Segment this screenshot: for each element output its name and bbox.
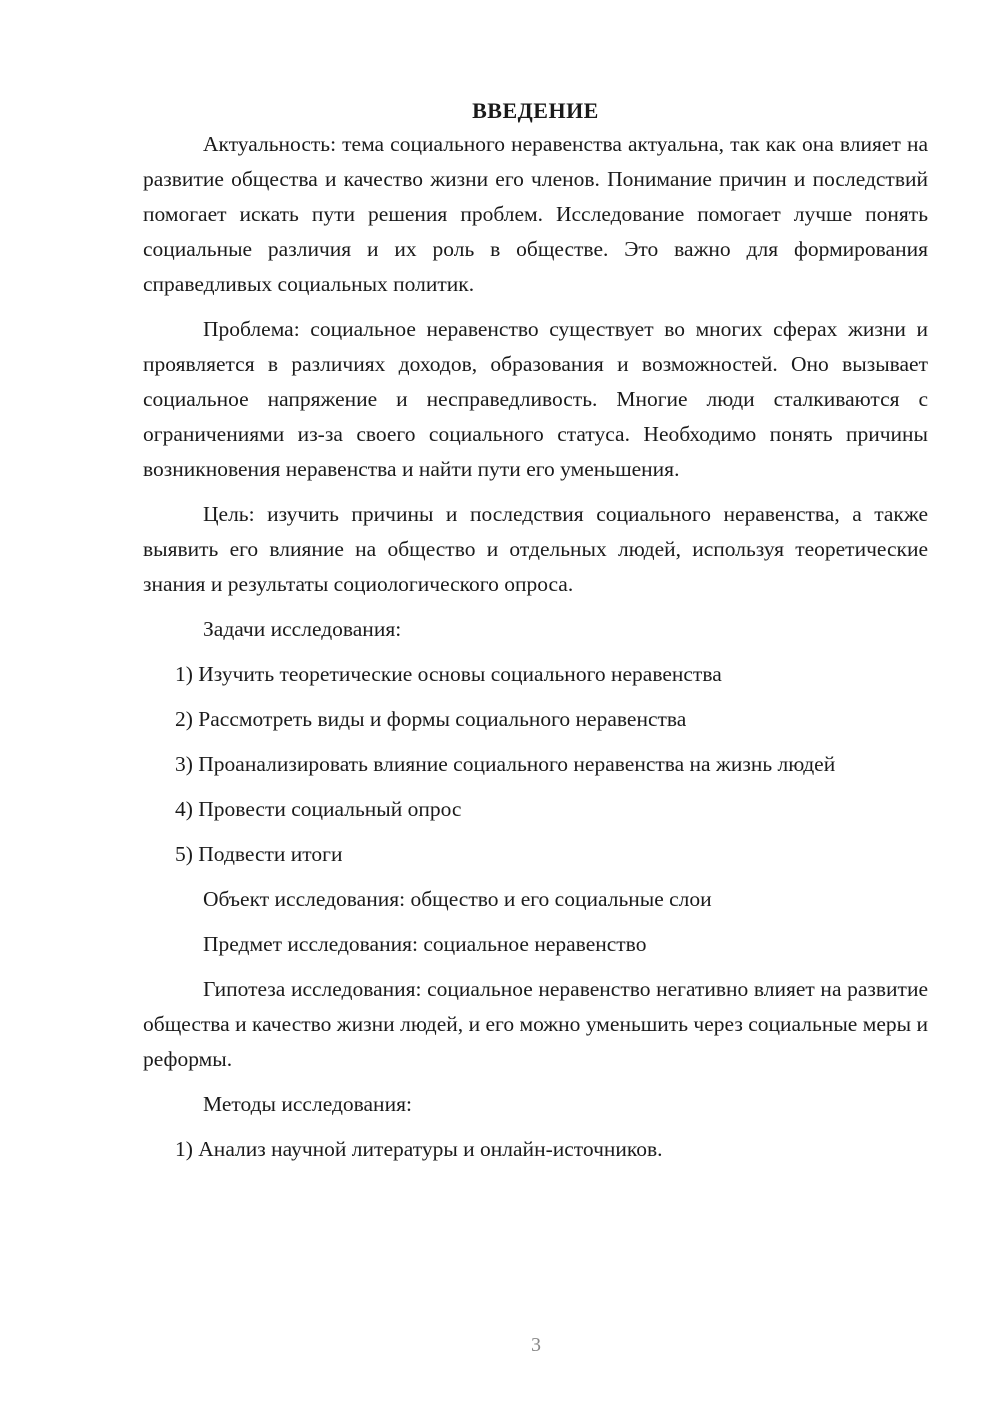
paragraph-problem: Проблема: социальное неравенство существует во многих сферах жизни и проявляется в различиях доходов, образования и возможностей. Оно вызывает социальное напряжение и несправедливость. Многие люди сталкиваются с ограничениями из-за своего социального статуса. Необходимо понять причины возникновения неравенства и найти пути его уменьшения. — [143, 317, 928, 481]
document-page — [143, 95, 928, 1177]
page-title: ВВЕДЕНИЕ — [472, 98, 599, 123]
method-item-1: 1) Анализ научной литературы и онлайн-источников. — [175, 1137, 663, 1161]
paragraph-subject: Предмет исследования: социальное неравенство — [203, 932, 647, 956]
tasks-heading: Задачи исследования: — [203, 617, 402, 641]
paragraph-hypothesis: Гипотеза исследования: социальное неравенство негативно влияет на развитие общества и качество жизни людей, и его можно уменьшить через социальные меры и реформы. — [143, 977, 928, 1071]
task-item-3: 3) Проанализировать влияние социального неравенства на жизнь людей — [175, 752, 836, 776]
task-item-1: 1) Изучить теоретические основы социального неравенства — [175, 662, 722, 686]
task-item-4: 4) Провести социальный опрос — [175, 797, 462, 821]
paragraph-goal: Цель: изучить причины и последствия социального неравенства, а также выявить его влияние на общество и отдельных людей, используя теоретические знания и результаты социологического опроса. — [143, 502, 928, 596]
task-item-5: 5) Подвести итоги — [175, 842, 343, 866]
paragraph-relevance: Актуальность: тема социального неравенства актуальна, так как она влияет на развитие общества и качество жизни его членов. Понимание причин и последствий помогает искать пути решения проблем. Исследование помогает лучше понять социальные различия и их роль в обществе. Это важно для формирования справедливых социальных политик. — [143, 132, 928, 296]
paragraph-object: Объект исследования: общество и его социальные слои — [203, 887, 712, 911]
methods-heading: Методы исследования: — [203, 1092, 412, 1116]
page-number: 3 — [531, 1334, 541, 1356]
task-item-2: 2) Рассмотреть виды и формы социального неравенства — [175, 707, 687, 731]
